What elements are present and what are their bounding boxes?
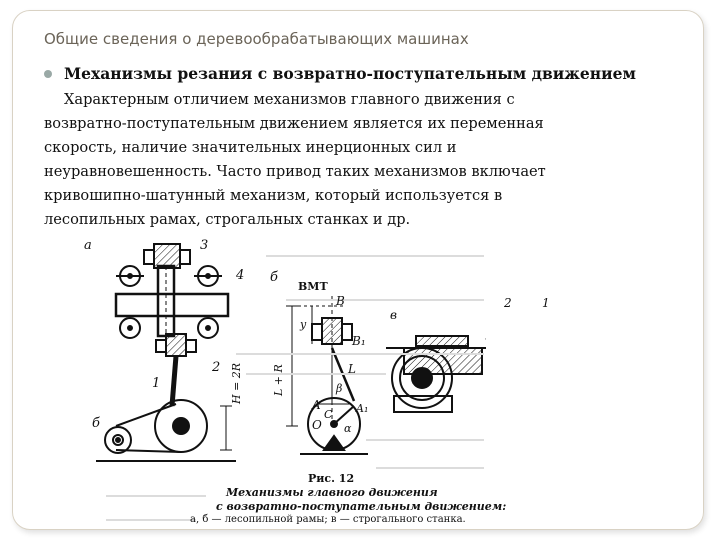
label-v2: 2 (504, 296, 512, 310)
caption-title-1: Механизмы главного движения (226, 486, 438, 499)
heading-row (44, 64, 636, 83)
paragraph-line: скорость, наличие значительных инерционных сил и (44, 139, 457, 156)
diagram-a (96, 244, 236, 461)
bullet-icon (44, 70, 52, 78)
label-b: б (270, 270, 278, 285)
label-B1: B₁ (352, 334, 366, 348)
label-6: б (92, 416, 100, 431)
paragraph-line: кривошипно-шатунный механизм, который используется в (44, 187, 503, 204)
label-vmt: ВМТ (298, 280, 328, 293)
label-h2r: H = 2R (230, 362, 243, 404)
mechanism-figure (84, 236, 550, 536)
label-A1: A₁ (356, 402, 369, 415)
label-C: C (324, 408, 333, 421)
paragraph-line: неуравновешенность. Часто привод таких механизмов включает (44, 163, 546, 180)
slide-title: Общие сведения о деревообрабатывающих машинах (44, 30, 469, 48)
bleed-through (106, 256, 484, 520)
diagram-v (386, 320, 486, 412)
caption-number: Рис. 12 (308, 472, 355, 485)
label-3: 3 (200, 238, 209, 253)
label-beta: β (336, 382, 343, 395)
label-1: 1 (152, 376, 161, 391)
section-heading: Механизмы резания с возвратно-поступательным движением (64, 64, 636, 83)
label-B: B (336, 294, 345, 308)
paragraph-line: лесопильных рамах, строгальных станках и др. (44, 211, 411, 228)
label-2: 2 (212, 360, 221, 375)
label-y: y (300, 318, 307, 331)
label-lr: L + R (272, 364, 285, 396)
label-v1: 1 (542, 296, 550, 310)
label-O: O (312, 418, 322, 432)
label-L: L (348, 362, 356, 376)
label-4: 4 (236, 268, 245, 283)
caption-title-2: с возвратно-поступательным движением: (216, 500, 507, 513)
label-A: A (312, 398, 321, 412)
body-paragraph (44, 88, 684, 232)
label-v: в (390, 308, 397, 322)
caption-legend: а, б — лесопильной рамы; в — строгального станка. (190, 514, 466, 525)
paragraph-line: Характерным отличием механизмов главного движения с (64, 91, 515, 108)
label-a: а (84, 238, 92, 253)
paragraph-line: возвратно-поступательным движением является их переменная (44, 115, 544, 132)
label-alpha: α (344, 422, 352, 435)
